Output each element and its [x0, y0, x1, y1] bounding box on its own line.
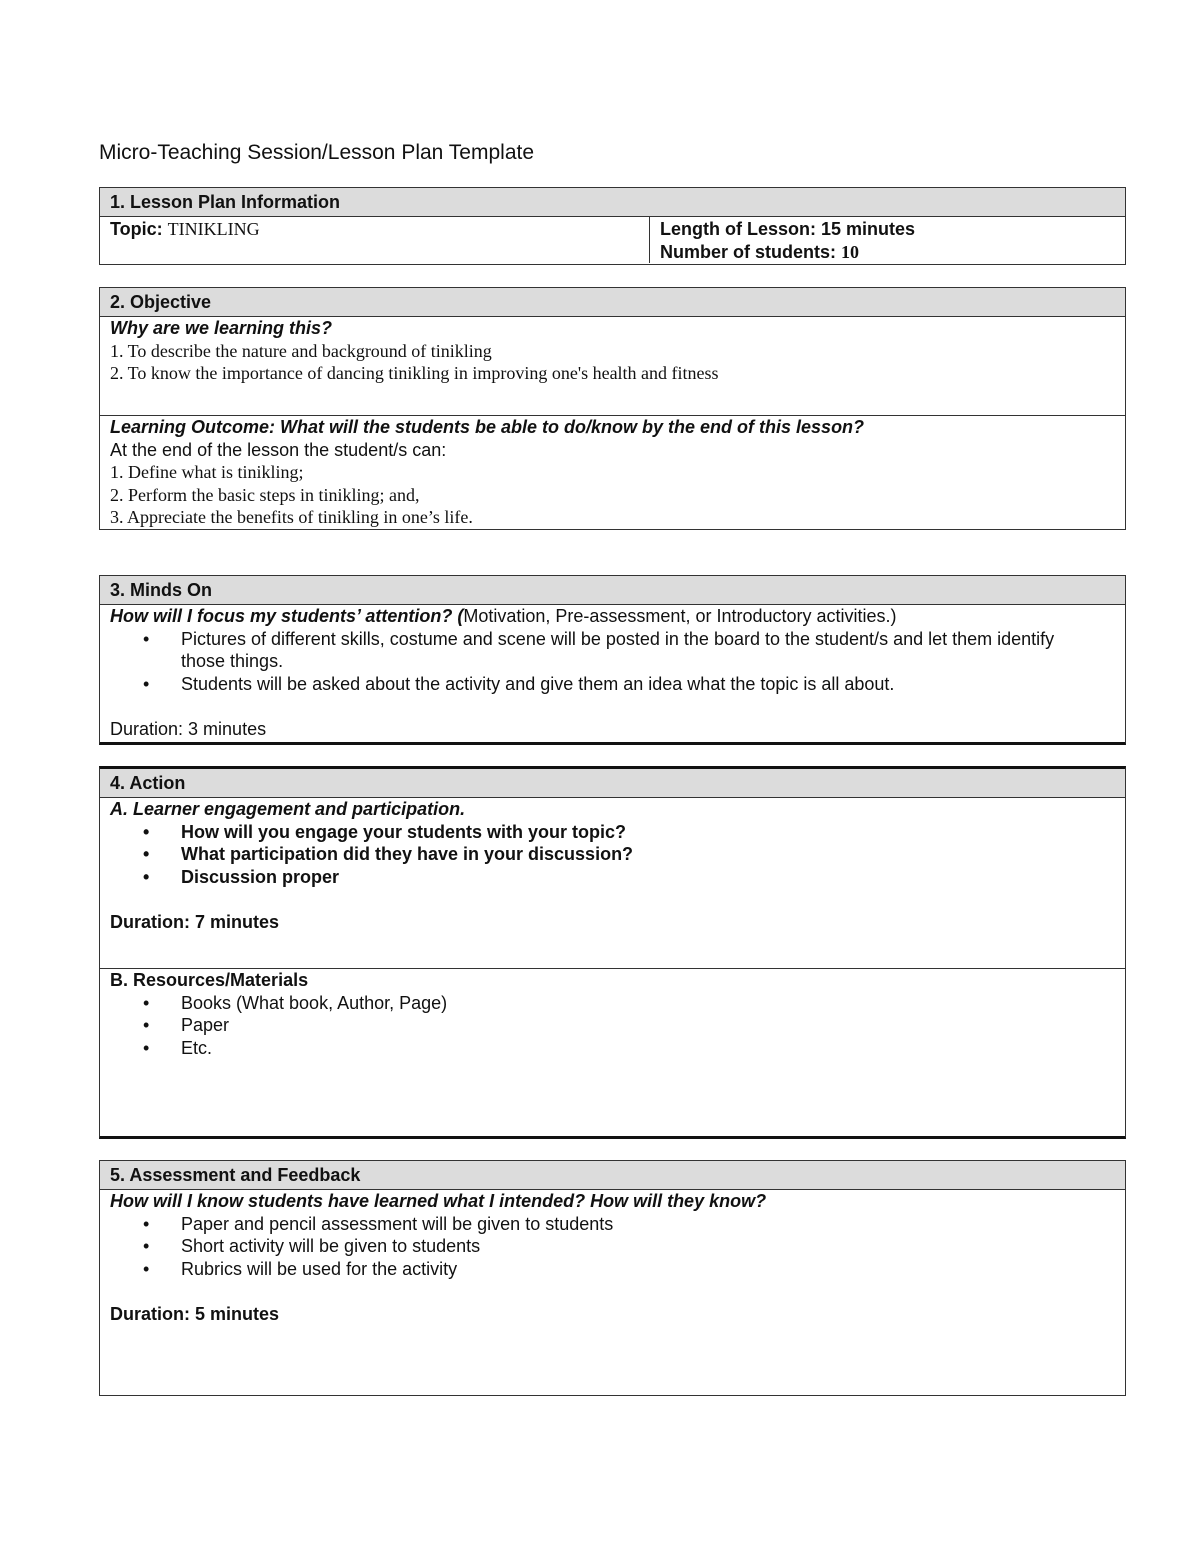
- outcome-question: Learning Outcome: What will the students be able to do/know by the end of this lesson?: [110, 417, 865, 437]
- assessment-duration: Duration: 5 minutes: [110, 1303, 280, 1324]
- topic-cell: [100, 217, 650, 263]
- list-item: • Short activity will be given to students: [110, 1235, 1115, 1258]
- length-cell: [650, 217, 1125, 263]
- why-item: 1. To describe the nature and background of tinikling: [110, 340, 492, 361]
- lesson-info-row: [100, 217, 1125, 263]
- why-question: Why are we learning this?: [110, 318, 333, 338]
- list-item: • Pictures of different skills, costume and scene will be posted in the board to the student/s and let them identify those things.: [110, 628, 1115, 673]
- why-item: 2. To know the importance of dancing tinikling in improving one's health and fitness: [110, 363, 719, 384]
- list-item: • Students will be asked about the activity and give them an idea what the topic is all about.: [110, 673, 1115, 696]
- action-header: 4. Action: [100, 769, 1125, 798]
- minds-on-duration: Duration: 3 minutes: [110, 718, 267, 739]
- engagement-duration: Duration: 7 minutes: [110, 911, 280, 932]
- engagement-cell: [100, 798, 1125, 968]
- number-of-students: [660, 241, 1115, 264]
- action-table: [99, 766, 1126, 1139]
- minds-on-table: [99, 575, 1126, 745]
- list-item: • How will you engage your students with your topic?: [110, 821, 1115, 844]
- minds-on-question: [110, 605, 1115, 628]
- engagement-title: A. Learner engagement and participation.: [110, 799, 466, 819]
- length-of-lesson: Length of Lesson: 15 minutes: [660, 219, 916, 239]
- minds-on-header: 3. Minds On: [100, 576, 1125, 605]
- minds-on-cell: [100, 605, 1125, 741]
- topic-value: TINIKLING: [167, 219, 260, 239]
- list-item: • What participation did they have in your discussion?: [110, 843, 1115, 866]
- list-item: • Paper: [110, 1014, 1115, 1037]
- minds-on-question-plain: Motivation, Pre-assessment, or Introductory activities.): [463, 606, 897, 626]
- minds-on-bullet-list: [110, 628, 1115, 696]
- assessment-table: [99, 1160, 1126, 1396]
- lesson-info-header: 1. Lesson Plan Information: [100, 188, 1125, 217]
- outcome-intro: At the end of the lesson the student/s can:: [110, 439, 447, 460]
- assessment-header: 5. Assessment and Feedback: [100, 1161, 1125, 1190]
- list-item: • Books (What book, Author, Page): [110, 992, 1115, 1015]
- list-item: • Rubrics will be used for the activity: [110, 1258, 1115, 1281]
- why-cell: [100, 317, 1125, 415]
- outcome-item: 3. Appreciate the benefits of tinikling in one’s life.: [110, 507, 473, 528]
- objective-table: [99, 287, 1126, 530]
- outcome-cell: [100, 415, 1125, 529]
- students-label: Number of students:: [660, 241, 842, 262]
- resources-bullet-list: [110, 992, 1115, 1060]
- document-title: Micro-Teaching Session/Lesson Plan Template: [99, 141, 535, 164]
- list-item: • Paper and pencil assessment will be given to students: [110, 1213, 1115, 1236]
- lesson-info-table: [99, 187, 1126, 265]
- outcome-item: 2. Perform the basic steps in tinikling; and,: [110, 484, 420, 505]
- objective-header: 2. Objective: [100, 288, 1125, 317]
- assessment-question: How will I know students have learned what I intended? How will they know?: [110, 1191, 767, 1211]
- engagement-bullet-list: [110, 821, 1115, 889]
- students-value: 10: [841, 241, 860, 262]
- outcome-item: 1. Define what is tinikling;: [110, 462, 304, 483]
- assessment-cell: [100, 1190, 1125, 1326]
- list-item: • Discussion proper: [110, 866, 1115, 889]
- minds-on-question-bold: How will I focus my students’ attention? (: [110, 606, 464, 626]
- topic-label: Topic:: [110, 219, 168, 239]
- list-item: • Etc.: [110, 1037, 1115, 1060]
- resources-title: B. Resources/Materials: [110, 970, 309, 990]
- assessment-bullet-list: [110, 1213, 1115, 1281]
- resources-cell: [100, 968, 1125, 1059]
